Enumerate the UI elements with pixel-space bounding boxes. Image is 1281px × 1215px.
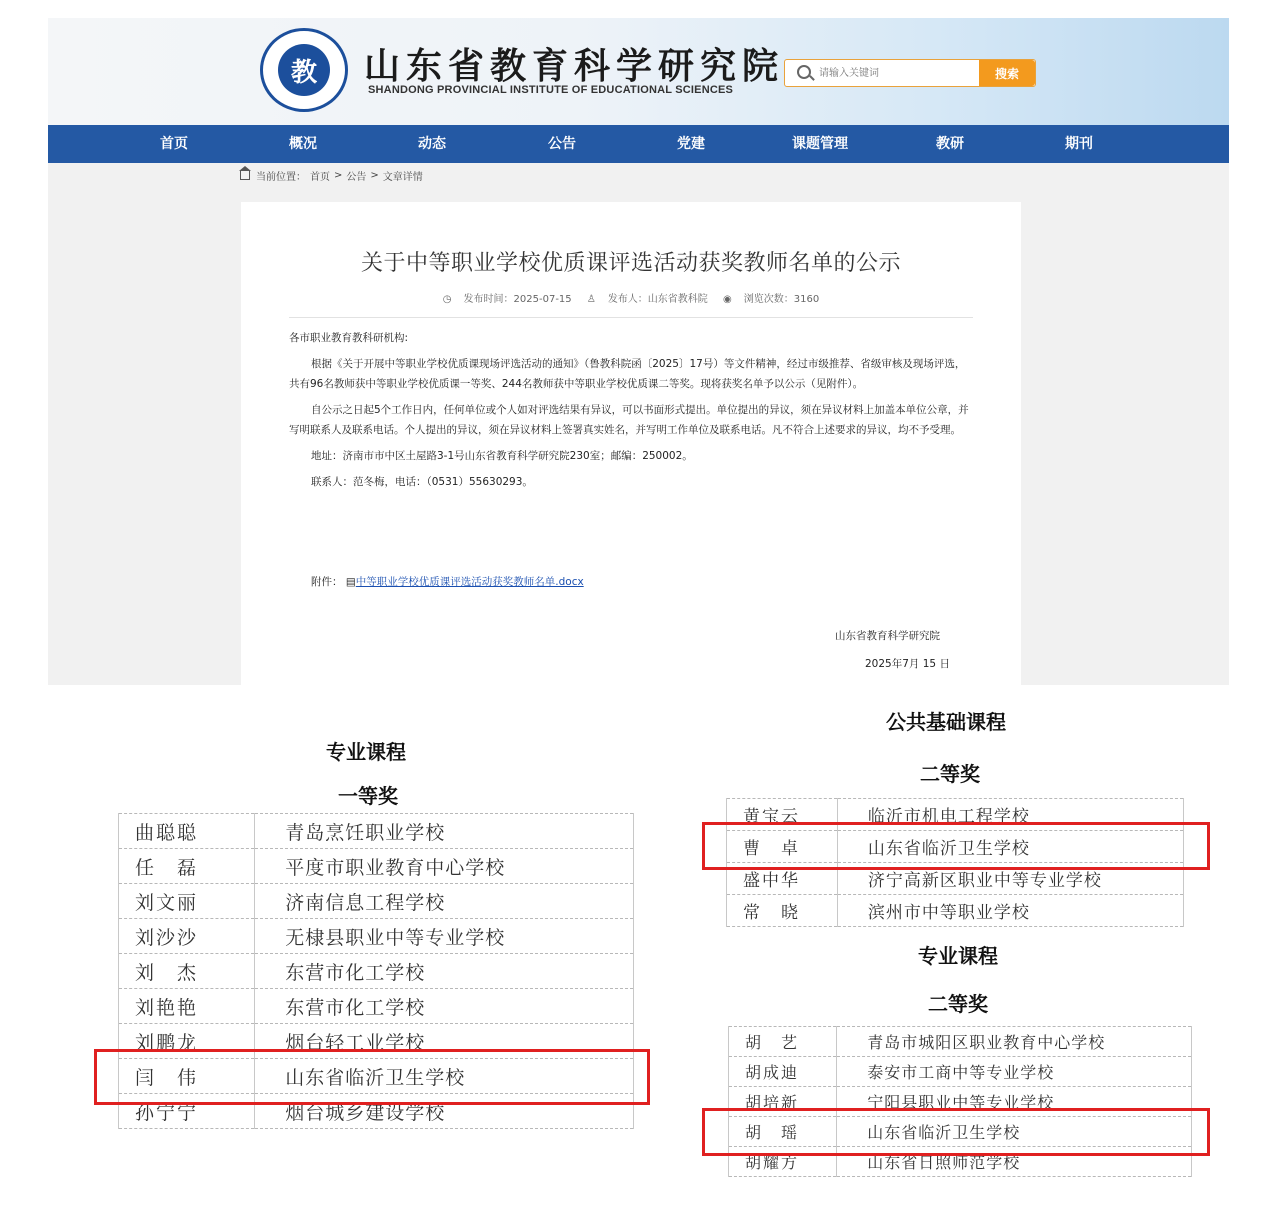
table-row — [729, 1057, 1192, 1087]
teacher-name: 胡耀方 — [729, 1147, 837, 1177]
nav-item-party[interactable]: 党建 — [677, 136, 705, 152]
teacher-name: 胡培新 — [729, 1087, 837, 1117]
table-row — [119, 919, 634, 954]
divider — [289, 317, 973, 318]
right-section-heading-1: 公共基础课程 — [886, 710, 1006, 734]
right-award-heading-2: 二等奖 — [928, 992, 988, 1016]
school-name: 烟台城乡建设学校 — [255, 1094, 634, 1129]
teacher-name: 胡 艺 — [729, 1027, 837, 1057]
school-name: 青岛烹饪职业学校 — [255, 814, 634, 849]
signature-org: 山东省教育科学研究院 — [835, 630, 940, 642]
signature-date: 2025年7月 15 日 — [865, 658, 950, 670]
teacher-name: 任 磊 — [119, 849, 255, 884]
breadcrumb-separator: > — [334, 170, 343, 181]
left-award-heading: 一等奖 — [338, 784, 398, 808]
nav-item-projects[interactable]: 课题管理 — [792, 136, 848, 152]
right-award-heading-1: 二等奖 — [920, 762, 980, 786]
school-name: 山东省临沂卫生学校 — [837, 831, 1183, 863]
table-row — [119, 884, 634, 919]
teacher-name: 刘沙沙 — [119, 919, 255, 954]
school-name: 滨州市中等职业学校 — [837, 895, 1183, 927]
school-name: 济宁高新区职业中等专业学校 — [837, 863, 1183, 895]
nav-item-home[interactable]: 首页 — [160, 136, 188, 152]
publisher: 发布人：山东省教科院 — [607, 294, 708, 305]
publish-time: 发布时间：2025-07-15 — [463, 294, 572, 305]
home-icon — [240, 171, 250, 180]
school-name: 无棣县职业中等专业学校 — [255, 919, 634, 954]
paragraph: 根据《关于开展中等职业学校优质课现场评选活动的通知》（鲁教科院函〔2025〕17号）等文件精神，经过市级推荐、省级审核及现场评选，共有96名教师获中等职业学校优质课一等奖、244名教师获中等职业学校优质课二等奖。现将获奖名单予以公示（见附件）。 — [289, 358, 966, 390]
teacher-name: 闫 伟 — [119, 1059, 255, 1094]
main-nav — [48, 125, 1229, 163]
article-card — [241, 202, 1021, 685]
table-row — [729, 1027, 1192, 1057]
paragraph: 自公示之日起5个工作日内，任何单位或个人如对评选结果有异议，可以书面形式提出。单位提出的异议，须在异议材料上加盖本单位公章，并写明联系人及联系电话。个人提出的异议，须在异议材料上签署真实姓名，并写明工作单位及联系电话。凡不符合上述要求的异议，均不予受理。 — [289, 404, 969, 436]
table-row — [119, 814, 634, 849]
nav-item-notices[interactable]: 公告 — [548, 136, 576, 152]
teacher-name: 胡成迪 — [729, 1057, 837, 1087]
institute-logo[interactable] — [260, 28, 348, 112]
nav-item-research[interactable]: 教研 — [936, 136, 964, 152]
site-title: 山东省教育科学研究院 — [364, 45, 785, 87]
article-meta — [241, 290, 1021, 305]
school-name: 临沂市机电工程学校 — [837, 799, 1183, 831]
search-input[interactable] — [819, 64, 969, 82]
left-section-heading: 专业课程 — [326, 740, 406, 764]
nav-item-news[interactable]: 动态 — [418, 136, 446, 152]
clock-icon: ◷ — [442, 294, 452, 305]
salutation: 各市职业教育教科研机构: — [289, 332, 409, 344]
breadcrumb-notices[interactable]: 公告 — [346, 172, 367, 183]
school-name: 宁阳县职业中等专业学校 — [837, 1087, 1192, 1117]
breadcrumb-separator: > — [370, 170, 379, 181]
highlight-box — [702, 1108, 1210, 1156]
highlight-box — [702, 822, 1210, 870]
view-count: 浏览次数：3160 — [743, 294, 820, 305]
right-section-heading-2: 专业课程 — [918, 944, 998, 968]
table-row — [119, 849, 634, 884]
table-row — [727, 895, 1184, 927]
school-name: 东营市化工学校 — [255, 954, 634, 989]
breadcrumb-current: 文章详情 — [382, 172, 423, 183]
search-icon — [797, 65, 811, 79]
school-name: 山东省临沂卫生学校 — [837, 1117, 1192, 1147]
address: 地址：济南市市中区土屋路3-1号山东省教育科学研究院230室；邮编：250002。 — [311, 450, 693, 462]
school-name: 平度市职业教育中心学校 — [255, 849, 634, 884]
school-name: 烟台轻工业学校 — [255, 1024, 634, 1059]
breadcrumb — [240, 168, 423, 183]
teacher-name: 胡 瑶 — [729, 1117, 837, 1147]
contact: 联系人：范冬梅，电话：（0531）55630293。 — [311, 476, 533, 488]
teacher-name: 刘鹏龙 — [119, 1024, 255, 1059]
teacher-name: 曲聪聪 — [119, 814, 255, 849]
eye-icon: ◉ — [723, 294, 732, 305]
teacher-name: 刘艳艳 — [119, 989, 255, 1024]
search-button[interactable]: 搜索 — [979, 60, 1035, 86]
site-subtitle: SHANDONG PROVINCIAL INSTITUTE OF EDUCATIONAL SCIENCES — [368, 84, 734, 96]
document-icon: ▤ — [345, 576, 356, 588]
teacher-name: 刘 杰 — [119, 954, 255, 989]
teacher-name: 刘文丽 — [119, 884, 255, 919]
article-body — [289, 328, 973, 498]
user-icon: ♙ — [586, 294, 596, 305]
logo-emblem: 教 — [278, 44, 330, 96]
school-name: 东营市化工学校 — [255, 989, 634, 1024]
attachment-link[interactable]: 中等职业学校优质课评选活动获奖教师名单.docx — [355, 576, 584, 588]
table-row — [119, 954, 634, 989]
teacher-name: 常 晓 — [727, 895, 838, 927]
school-name: 济南信息工程学校 — [255, 884, 634, 919]
teacher-name: 黄宝云 — [727, 799, 838, 831]
attachment-label: 附件： — [311, 576, 343, 588]
school-name: 山东省临沂卫生学校 — [255, 1059, 634, 1094]
school-name: 青岛市城阳区职业教育中心学校 — [837, 1027, 1192, 1057]
site-banner — [48, 18, 1229, 125]
attachment — [311, 574, 584, 589]
teacher-name: 盛中华 — [727, 863, 838, 895]
school-name: 山东省日照师范学校 — [837, 1147, 1192, 1177]
website-screenshot — [48, 18, 1229, 685]
breadcrumb-prefix: 当前位置： — [256, 172, 306, 183]
teacher-name: 孙宁宁 — [119, 1094, 255, 1129]
breadcrumb-home[interactable]: 首页 — [310, 172, 330, 183]
nav-item-overview[interactable]: 概况 — [289, 136, 317, 152]
school-name: 泰安市工商中等专业学校 — [837, 1057, 1192, 1087]
highlight-box — [94, 1049, 650, 1105]
table-row — [119, 989, 634, 1024]
nav-item-journal[interactable]: 期刊 — [1065, 136, 1093, 152]
article-title: 关于中等职业学校优质课评选活动获奖教师名单的公示 — [360, 251, 901, 276]
teacher-name: 曹 卓 — [727, 831, 838, 863]
